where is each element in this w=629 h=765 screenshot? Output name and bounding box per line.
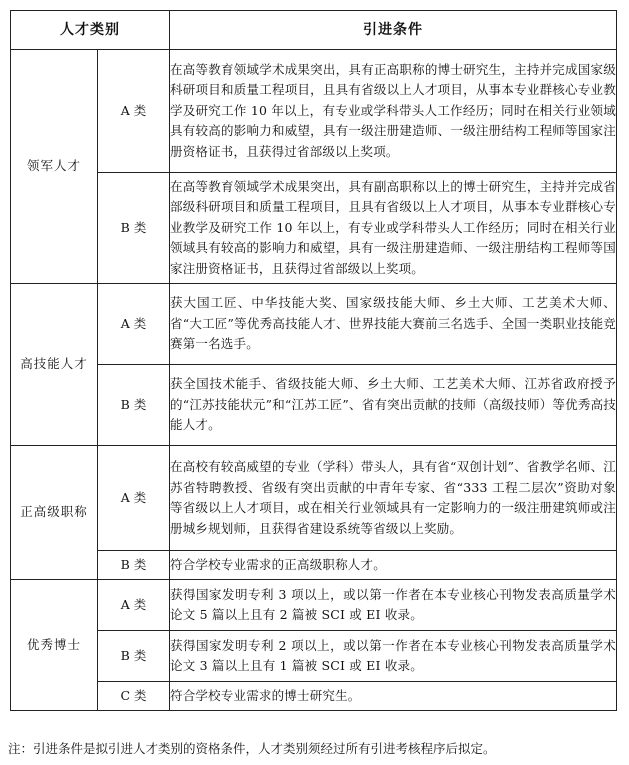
table-header-row <box>11 11 617 50</box>
table-row <box>11 551 617 580</box>
category-senior-title: 正高级职称 <box>11 446 98 580</box>
category-high-skill-talent: 高技能人才 <box>11 284 98 446</box>
class-label: A 类 <box>98 284 170 365</box>
header-conditions: 引进条件 <box>170 11 617 50</box>
condition-text: 获大国工匠、中华技能大奖、国家级技能大师、乡土大师、工艺美术大师、省“大工匠”等优秀高技能人才、世界技能大赛前三名选手、全国一类职业技能竞赛第一名选手。 <box>170 284 617 365</box>
table-row <box>11 631 617 682</box>
class-label: C 类 <box>98 682 170 711</box>
table-row <box>11 173 617 284</box>
condition-text: 符合学校专业需求的博士研究生。 <box>170 682 617 711</box>
class-label: B 类 <box>98 551 170 580</box>
class-label: B 类 <box>98 365 170 446</box>
class-label: B 类 <box>98 173 170 284</box>
table-row <box>11 284 617 365</box>
table-row <box>11 682 617 711</box>
class-label: A 类 <box>98 580 170 631</box>
class-label: A 类 <box>98 446 170 551</box>
condition-text: 符合学校专业需求的正高级职称人才。 <box>170 551 617 580</box>
table-row <box>11 365 617 446</box>
footnote: 注：引进条件是拟引进人才类别的资格条件，人才类别须经过所有引进考核程序后拟定。 <box>8 741 496 756</box>
table-row <box>11 50 617 173</box>
condition-text: 获得国家发明专利 3 项以上，或以第一作者在本专业核心刊物发表高质量学术论文 5 篇以上且有 2 篇被 SCI 或 EI 收录。 <box>170 580 617 631</box>
table-row <box>11 580 617 631</box>
talent-table <box>10 10 617 711</box>
class-label: B 类 <box>98 631 170 682</box>
condition-text: 在高等教育领域学术成果突出，具有正高职称的博士研究生，主持并完成国家级科研项目和质量工程项目，且具有省级以上人才项目，从事本专业群核心专业教学及研究工作 10 年以上，有专业或学科带头人工作经历；同时在相关行业领域具有较高的影响力和威望，具有一级注册建造师、一级注册结构工程师等国家注册资格证书，且获得过省部级以上奖项。 <box>170 50 617 173</box>
category-leading-talent: 领军人才 <box>11 50 98 284</box>
category-outstanding-phd: 优秀博士 <box>11 580 98 711</box>
condition-text: 获得国家发明专利 2 项以上，或以第一作者在本专业核心刊物发表高质量学术论文 3 篇以上且有 1 篇被 SCI 或 EI 收录。 <box>170 631 617 682</box>
header-category: 人才类别 <box>11 11 170 50</box>
condition-text: 在高校有较高威望的专业（学科）带头人，具有省“双创计划”、省教学名师、江苏省特聘教授、省级有突出贡献的中青年专家、省“333 工程二层次”资助对象等省级以上人才项目，或在相关行业领域具有一定影响力的一级注册建筑师或注册城乡规划师，且获得省建设系统等省级以上奖励。 <box>170 446 617 551</box>
class-label: A 类 <box>98 50 170 173</box>
table-row <box>11 446 617 551</box>
condition-text: 在高等教育领域学术成果突出，具有副高职称以上的博士研究生，主持并完成省部级科研项目和质量工程项目，且具有省级以上人才项目，从事本专业群核心专业教学及研究工作 10 年以上，有专业或学科带头人工作经历；同时在相关行业领域具有较高的影响力和威望，具有一级注册建造师、一级注册结构工程师等国家注册资格证书，且获得过省部级以上奖项。 <box>170 173 617 284</box>
condition-text: 获全国技术能手、省级技能大师、乡土大师、工艺美术大师、江苏省政府授予的“江苏技能状元”和“江苏工匠”、省有突出贡献的技师（高级技师）等优秀高技能人才。 <box>170 365 617 446</box>
